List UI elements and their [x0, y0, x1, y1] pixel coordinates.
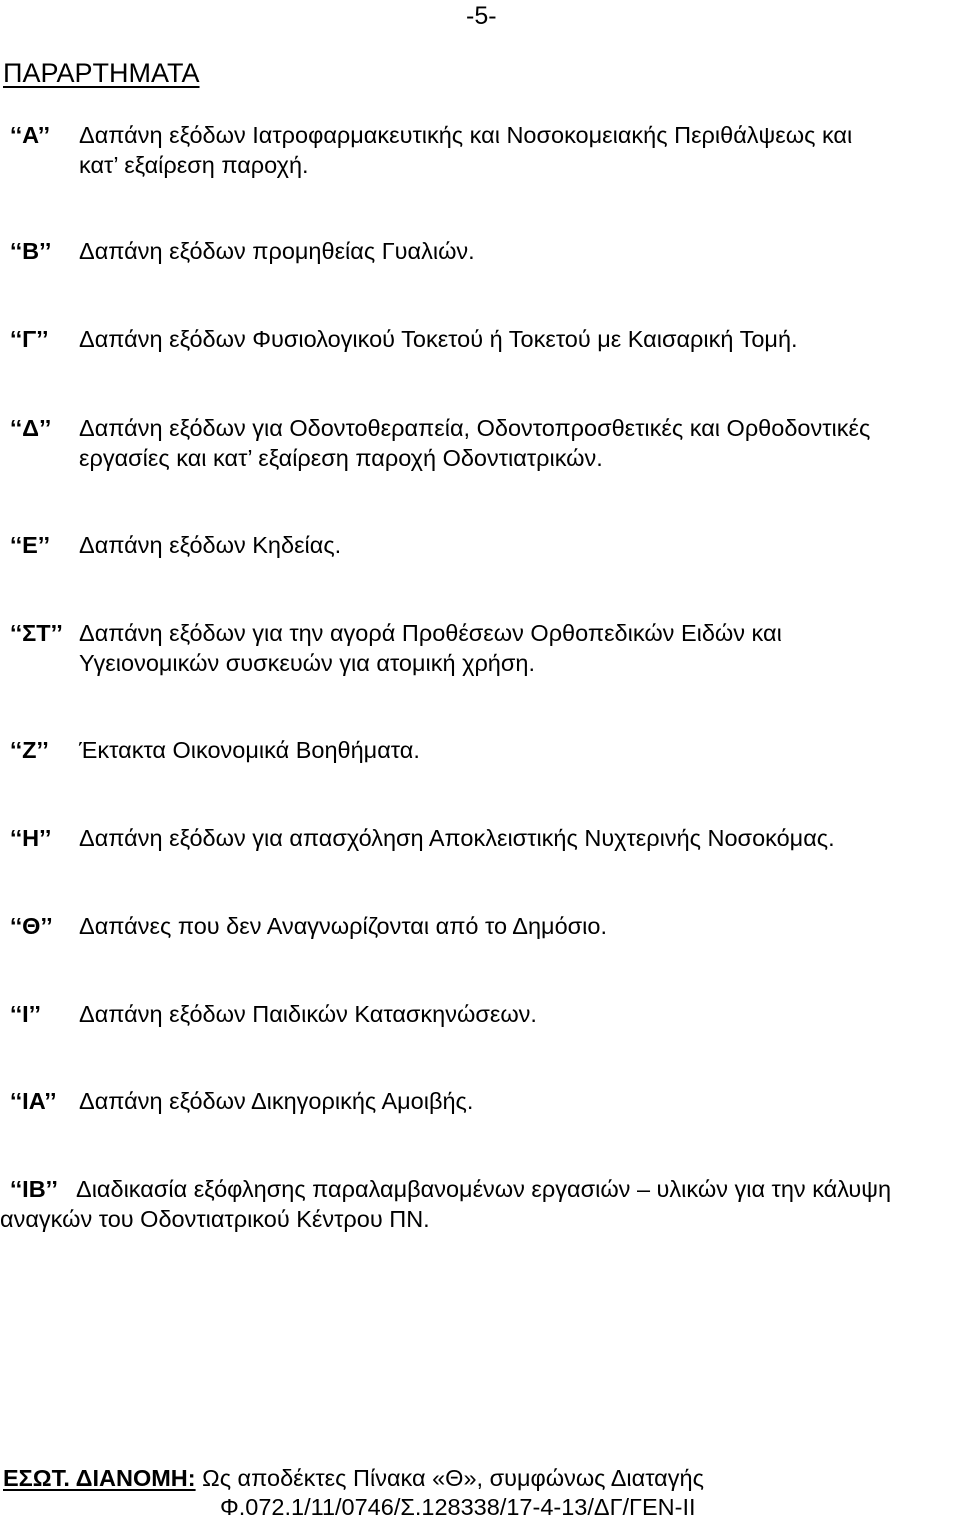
appendix-description: εργασίες και κατ’ εξαίρεση παροχή Οδοντιατρικών.: [79, 445, 603, 471]
appendix-description: Υγειονομικών συσκευών για ατομική χρήση.: [79, 650, 535, 676]
page-number: -5-: [466, 2, 497, 30]
appendix-description: Δαπάνη εξόδων Κηδείας.: [79, 532, 342, 558]
appendix-label: ‘‘ΣΤ’’: [10, 620, 63, 646]
appendix-label: ‘‘ΙΑ’’: [10, 1088, 57, 1114]
appendix-label: ‘‘Ζ’’: [10, 737, 49, 763]
appendix-label: ‘‘Ι’’: [10, 1001, 41, 1027]
appendix-description: αναγκών του Οδοντιατρικού Κέντρου ΠΝ.: [0, 1206, 430, 1232]
appendix-description: Δαπάνη εξόδων προμηθείας Γυαλιών.: [79, 238, 475, 264]
distribution-order-reference: Φ.072.1/11/0746/Σ.128338/17-4-13/ΔΓ/ΓΕΝ-ΙΙ: [220, 1494, 696, 1520]
appendix-label: ‘‘Δ’’: [10, 415, 52, 441]
appendix-description: Δαπάνη εξόδων Παιδικών Κατασκηνώσεων.: [79, 1001, 537, 1027]
page-title: ΠΑΡΑΡΤΗΜΑΤΑ: [3, 58, 200, 88]
appendix-description: Δαπάνες που δεν Αναγνωρίζονται από το Δημόσιο.: [79, 913, 607, 939]
distribution-label: ΕΣΩΤ. ΔΙΑΝΟΜΗ:: [3, 1465, 196, 1491]
appendix-label: ‘‘Γ’’: [10, 326, 49, 352]
appendix-label: ‘‘ΙΒ’’: [10, 1176, 58, 1202]
appendix-label: ‘‘Β’’: [10, 238, 52, 264]
appendix-description: Δαπάνη εξόδων για την αγορά Προθέσεων Ορθοπεδικών Ειδών και: [79, 620, 782, 646]
appendix-description: Δαπάνη εξόδων Ιατροφαρμακευτικής και Νοσοκομειακής Περιθάλψεως και: [79, 122, 853, 148]
distribution-text: Ως αποδέκτες Πίνακα «Θ», συμφώνως Διαταγής: [195, 1465, 704, 1491]
appendix-description: κατ’ εξαίρεση παροχή.: [79, 152, 309, 178]
appendix-label: ‘‘Η’’: [10, 825, 52, 851]
appendix-description: Έκτακτα Οικονομικά Βοηθήματα.: [79, 737, 420, 763]
appendix-description: Διαδικασία εξόφλησης παραλαμβανομένων εργασιών – υλικών για την κάλυψη: [76, 1176, 892, 1202]
appendix-label: ‘‘Ε’’: [10, 532, 51, 558]
appendix-description: Δαπάνη εξόδων Φυσιολογικού Τοκετού ή Τοκετού με Καισαρική Τομή.: [79, 326, 798, 352]
appendix-label: ‘‘Α’’: [10, 122, 51, 148]
appendix-description: Δαπάνη εξόδων για Οδοντοθεραπεία, Οδοντοπροσθετικές και Ορθοδοντικές: [79, 415, 871, 441]
appendix-description: Δαπάνη εξόδων Δικηγορικής Αμοιβής.: [79, 1088, 474, 1114]
appendix-label: ‘‘Θ’’: [10, 913, 53, 939]
appendix-description: Δαπάνη εξόδων για απασχόληση Αποκλειστικής Νυχτερινής Νοσοκόμας.: [79, 825, 835, 851]
